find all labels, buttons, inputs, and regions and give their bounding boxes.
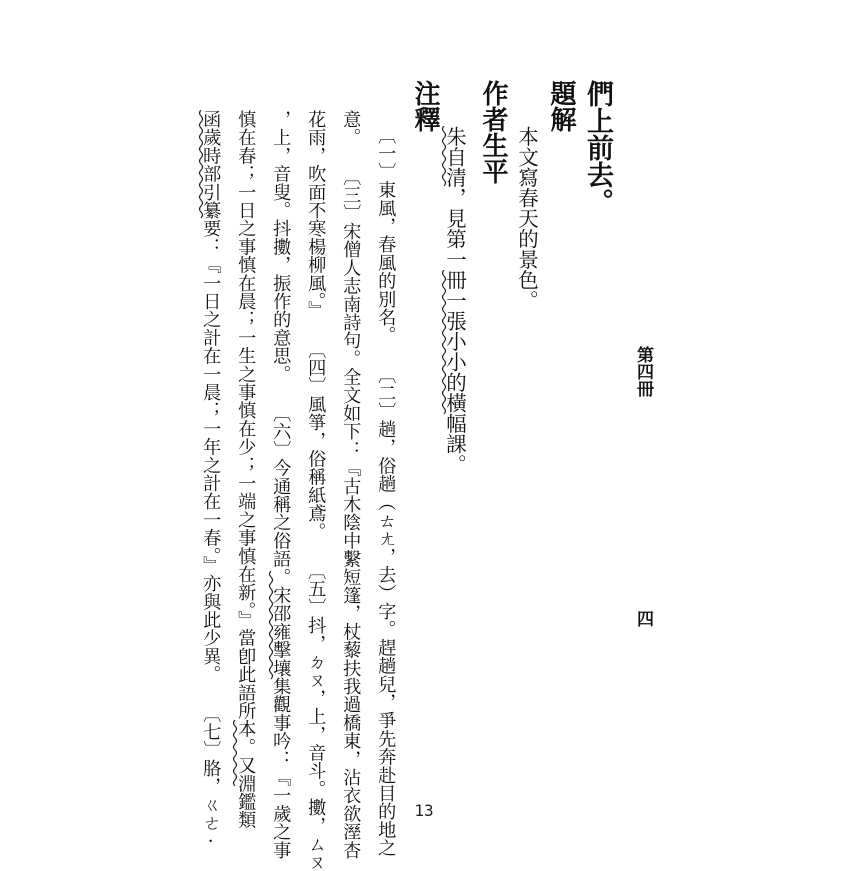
wavy-mark-lesson-title (439, 270, 448, 418)
wavy-mark-reference-title (196, 110, 205, 220)
text-column-9: 花雨，吹面不寒楊柳風。』 〔四〕風箏，俗稱紙鳶。 〔五〕抖，ㄉㄡ，上，音斗。擻，ㄙㄡ (305, 110, 327, 871)
text-column-1: 們上前去。 (582, 80, 613, 215)
wavy-mark-reference-title-2 (230, 720, 239, 790)
section-heading-notes: 注釋 (410, 80, 440, 132)
wavy-mark-author-name (439, 126, 448, 188)
chinese-page-number: 四 (633, 610, 653, 627)
text-column-12: 函歲時部引纂要：『一日之計在一晨；一年之計在一春。』亦與此少異。 〔七〕胳，ㄍㄜ· (200, 110, 222, 853)
text-column-8: 意。 〔三〕宋僧人志南詩句。全文如下：『古木陰中繫短篷，杖藜扶我過橋東，沾衣欲溼杏 (340, 110, 362, 859)
page-number: 13 (414, 801, 434, 820)
text-column-11: 慎在春；一日之事慎在晨；一生之事慎在少；一端之事慎在新。』當卽此語所本。又淵鑑類 (235, 110, 257, 829)
volume-label: 第四冊 (633, 346, 653, 397)
text-column-3: 本文寫春天的景色。 (514, 126, 539, 311)
section-heading-tijie: 題解 (546, 80, 576, 132)
wavy-mark-book-title (266, 571, 275, 681)
section-heading-author: 作者生平 (478, 80, 508, 184)
text-column-7: 〔一〕東風，春風的別名。 〔二〕趟，俗趟（ㄊㄤ，去）字。趕趟兒，爭先奔赴目的地之 (375, 126, 397, 857)
text-column-10: ，上，音叟。抖擻，振作的意思。 〔六〕今通稱之俗語。宋邵雍擊壤集觀事吟：『一歲之事 (270, 110, 292, 859)
text-column-5: 朱自清，見第一冊一張小小的橫幅課。 (442, 126, 467, 475)
